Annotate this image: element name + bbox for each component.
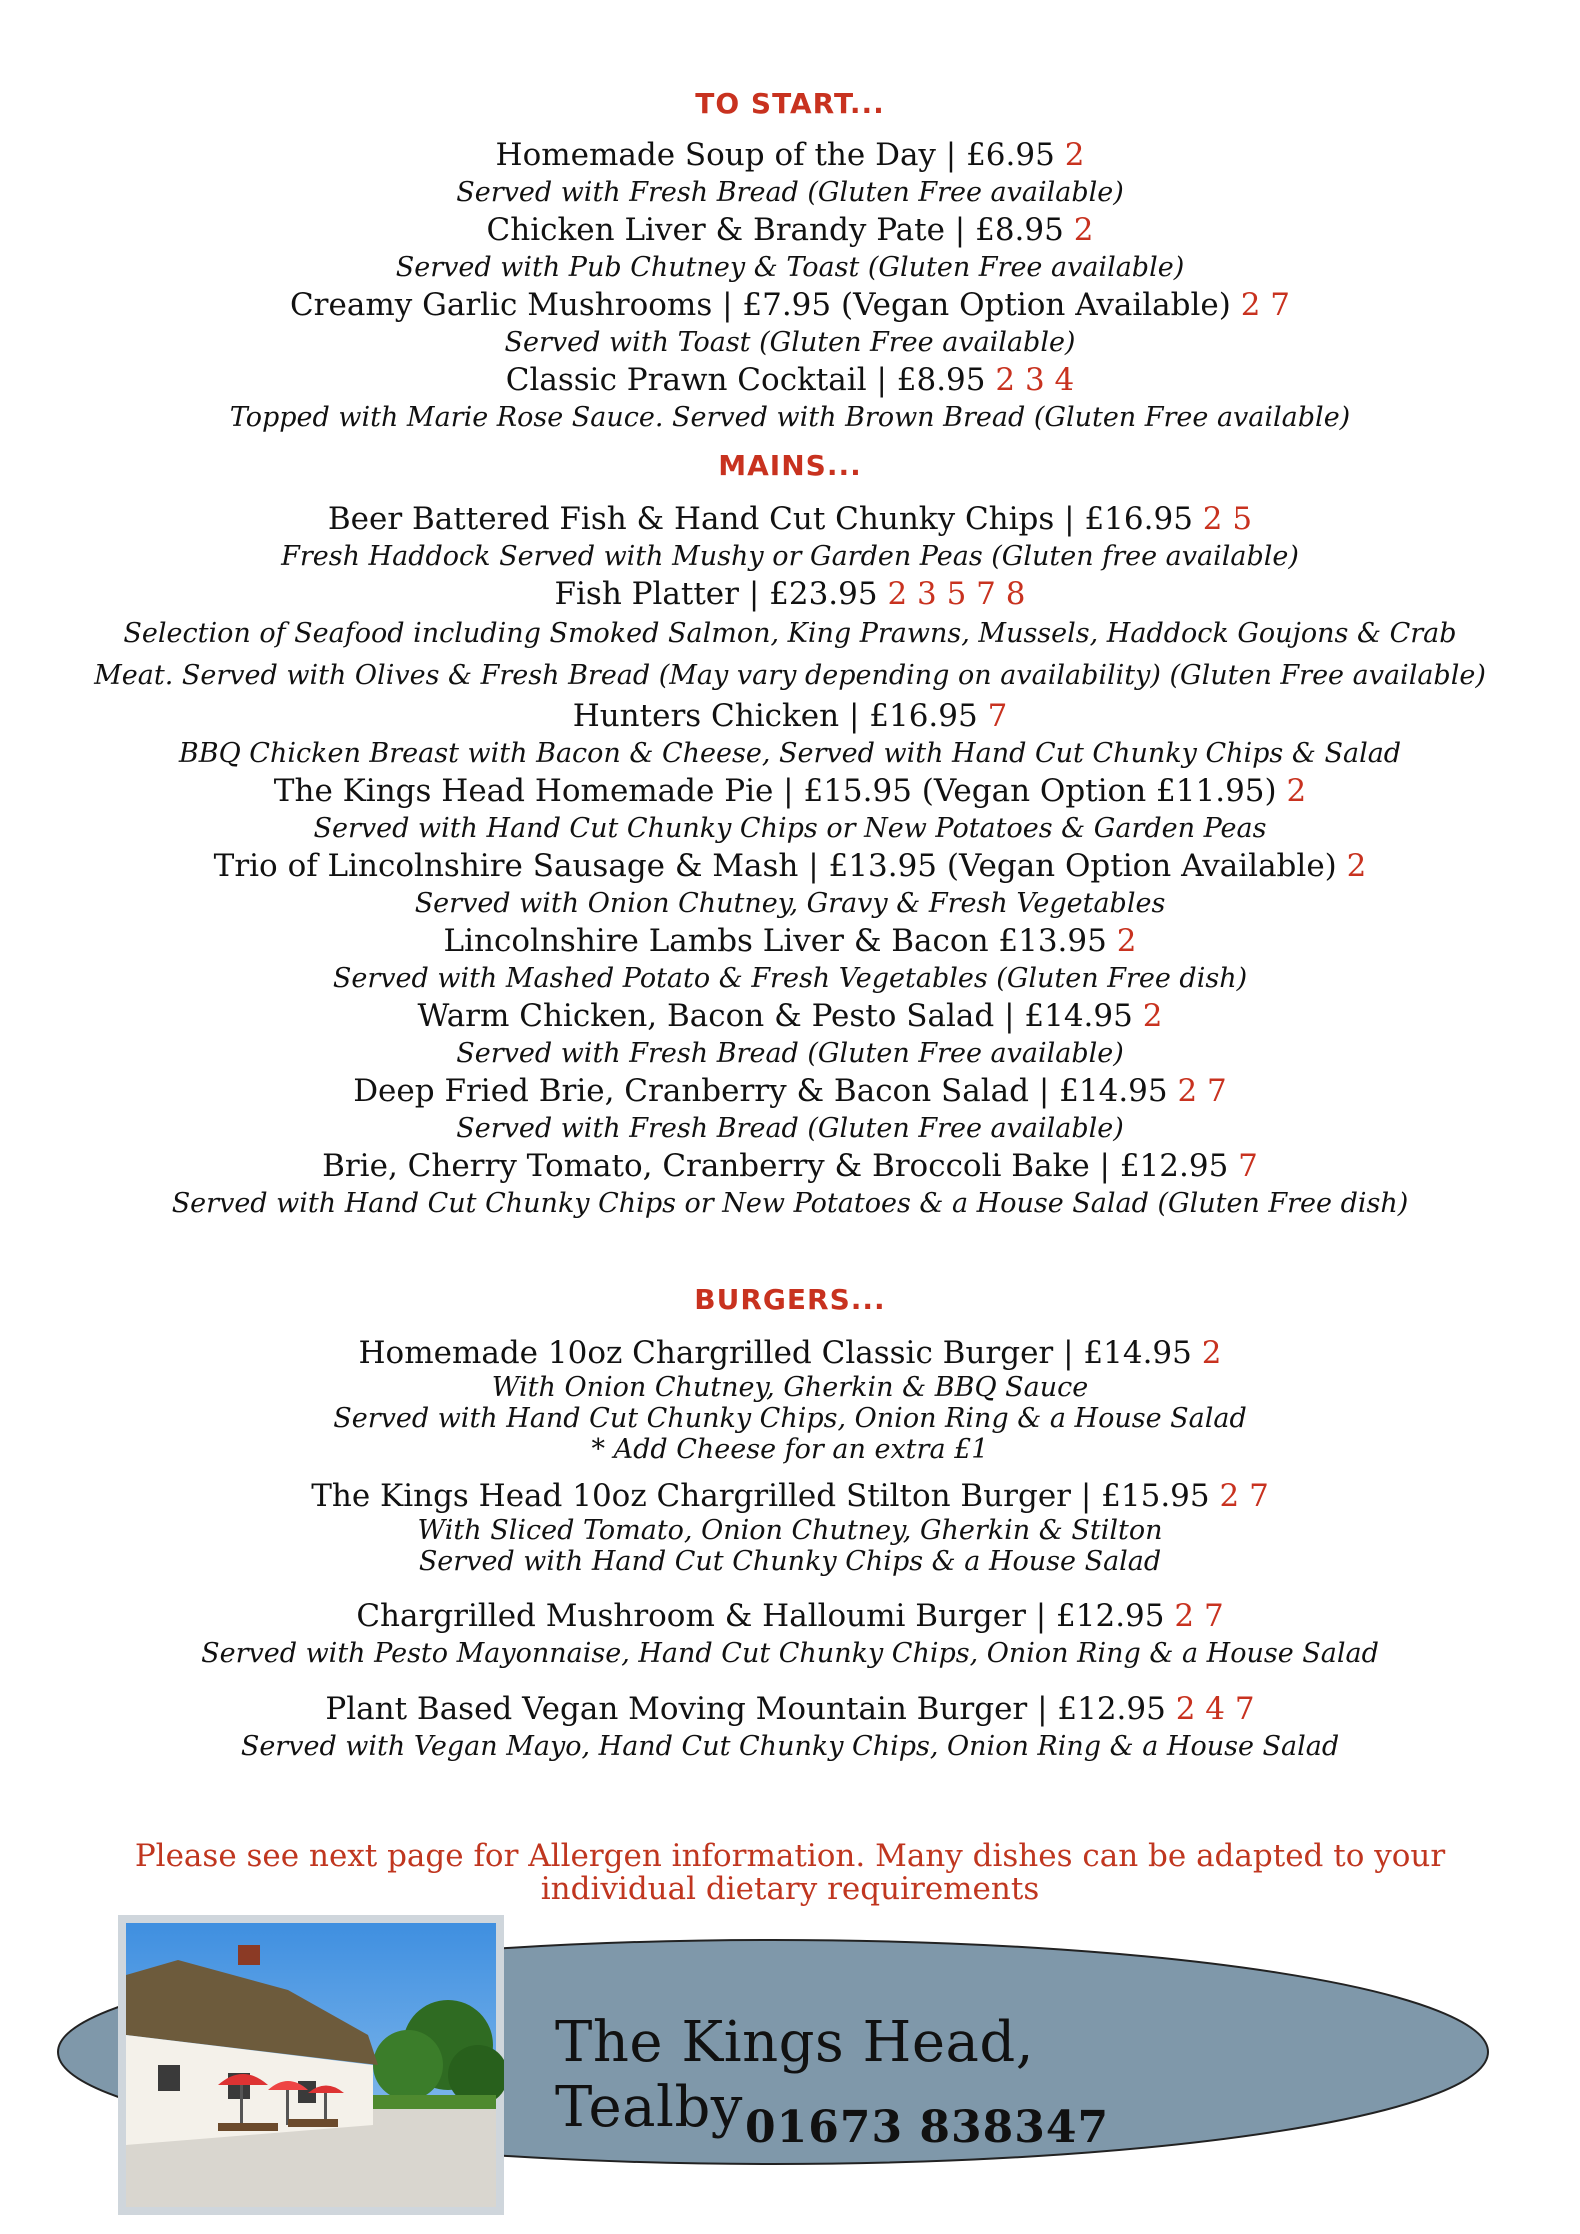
dish-description: Served with Pub Chutney & Toast (Gluten Free available) (395, 252, 1185, 283)
dish-description: Served with Hand Cut Chunky Chips or New Potatoes & a House Salad (Gluten Free dish) (171, 1188, 1409, 1219)
menu-item (0, 1597, 1580, 1672)
burgers-section (0, 1280, 1580, 1765)
menu-item (0, 1334, 1580, 1465)
menu-item (0, 211, 1580, 286)
pub-photo (118, 1915, 504, 2215)
dish-description: Served with Vegan Mayo, Hand Cut Chunky Chips, Onion Ring & a House Salad (240, 1731, 1340, 1762)
dish-description: * Add Cheese for an extra £1 (591, 1434, 989, 1465)
dish-description: Meat. Served with Olives & Fresh Bread (May vary depending on availability) (Gluten Free available) (94, 660, 1486, 691)
allergen-notice (0, 1840, 1580, 1906)
dish-description: BBQ Chicken Breast with Bacon & Cheese, Served with Hand Cut Chunky Chips & Salad (178, 738, 1402, 769)
dish-description: Served with Onion Chutney, Gravy & Fresh Vegetables (414, 888, 1166, 919)
pub-name: The Kings Head, Tealby (555, 2010, 1035, 2140)
dish-description: Fresh Haddock Served with Mushy or Garden Peas (Gluten free available) (281, 541, 1299, 572)
dish-title: Beer Battered Fish & Hand Cut Chunky Chips | £16.95 2 5 (327, 501, 1253, 537)
allergen-codes: 2 7 (1174, 1598, 1224, 1634)
menu-item (0, 575, 1580, 697)
dish-description: Served with Mashed Potato & Fresh Vegetables (Gluten Free dish) (332, 963, 1248, 994)
dish-title: Homemade 10oz Chargrilled Classic Burger | £14.95 2 (358, 1335, 1222, 1371)
dish-title: Fish Platter | £23.95 2 3 5 7 8 (554, 576, 1026, 612)
dish-title: Plant Based Vegan Moving Mountain Burger | £12.95 2 4 7 (325, 1691, 1255, 1727)
mains-section (0, 446, 1580, 1222)
dish-title: Hunters Chicken | £16.95 7 (572, 698, 1008, 734)
allergen-codes: 2 5 (1202, 501, 1253, 537)
allergen-codes: 2 (1116, 923, 1137, 959)
dish-title: Creamy Garlic Mushrooms | £7.95 (Vegan Option Available) 2 7 (289, 287, 1291, 323)
menu-item (0, 136, 1580, 211)
menu-item (0, 500, 1580, 575)
menu-item (0, 1690, 1580, 1765)
allergen-codes: 2 (1142, 998, 1163, 1034)
allergen-codes: 2 3 5 7 8 (887, 576, 1026, 612)
menu-item (0, 361, 1580, 436)
dish-description: Served with Fresh Bread (Gluten Free available) (456, 1038, 1124, 1069)
phone-number[interactable]: 01673 838347 (745, 2102, 1110, 2153)
dish-title: Trio of Lincolnshire Sausage & Mash | £13.95 (Vegan Option Available) 2 (213, 848, 1367, 884)
menu-item (0, 1477, 1580, 1577)
dish-description: Served with Hand Cut Chunky Chips & a House Salad (418, 1546, 1162, 1577)
dish-description: Served with Hand Cut Chunky Chips or New Potatoes & Garden Peas (313, 813, 1267, 844)
dish-title: Chicken Liver & Brandy Pate | £8.95 2 (486, 212, 1094, 248)
dish-title: Homemade Soup of the Day | £6.95 2 (495, 137, 1085, 173)
dish-description: Selection of Seafood including Smoked Salmon, King Prawns, Mussels, Haddock Goujons & Crab (123, 618, 1457, 649)
menu-item (0, 1147, 1580, 1222)
dish-description: Served with Toast (Gluten Free available) (504, 327, 1076, 358)
dish-title: Chargrilled Mushroom & Halloumi Burger | £12.95 2 7 (356, 1598, 1224, 1634)
menu-item (0, 922, 1580, 997)
dish-description: Served with Fresh Bread (Gluten Free available) (456, 1113, 1124, 1144)
allergen-codes: 2 (1201, 1335, 1222, 1371)
allergen-codes: 2 4 7 (1175, 1691, 1255, 1727)
dish-title: Classic Prawn Cocktail | £8.95 2 3 4 (505, 362, 1075, 398)
allergen-codes: 2 (1286, 773, 1307, 809)
menu-item (0, 1072, 1580, 1147)
allergen-notice-line: individual dietary requirements (540, 1871, 1040, 1907)
dish-title: Lincolnshire Lambs Liver & Bacon £13.95 2 (443, 923, 1137, 959)
dish-description: Topped with Marie Rose Sauce. Served with Brown Bread (Gluten Free available) (229, 402, 1351, 433)
menu-item (0, 997, 1580, 1072)
dish-title: Brie, Cherry Tomato, Cranberry & Broccoli Bake | £12.95 7 (322, 1148, 1258, 1184)
allergen-codes: 7 (987, 698, 1008, 734)
dish-description: Served with Hand Cut Chunky Chips, Onion Ring & a House Salad (333, 1403, 1247, 1434)
dish-title: Warm Chicken, Bacon & Pesto Salad | £14.95 2 (417, 998, 1163, 1034)
allergen-codes: 2 7 (1177, 1073, 1227, 1109)
dish-title: The Kings Head 10oz Chargrilled Stilton Burger | £15.95 2 7 (311, 1478, 1269, 1514)
menu-item (0, 772, 1580, 847)
dish-description: With Onion Chutney, Gherkin & BBQ Sauce (491, 1372, 1089, 1403)
allergen-codes: 7 (1238, 1148, 1258, 1184)
allergen-codes: 2 (1073, 212, 1094, 248)
dish-title: The Kings Head Homemade Pie | £15.95 (Vegan Option £11.95) 2 (273, 773, 1307, 809)
allergen-codes: 2 3 4 (995, 362, 1075, 398)
dish-description: Served with Fresh Bread (Gluten Free available) (456, 177, 1124, 208)
dish-description: With Sliced Tomato, Onion Chutney, Gherkin & Stilton (417, 1515, 1163, 1546)
menu-item (0, 847, 1580, 922)
allergen-notice-line: Please see next page for Allergen information. Many dishes can be adapted to your (134, 1838, 1446, 1874)
dish-title: Deep Fried Brie, Cranberry & Bacon Salad | £14.95 2 7 (353, 1073, 1227, 1109)
allergen-codes: 2 7 (1240, 287, 1291, 323)
menu-item (0, 286, 1580, 361)
starters-section (0, 84, 1580, 436)
allergen-codes: 2 7 (1219, 1478, 1269, 1514)
section-heading-mains: MAINS... (718, 449, 862, 482)
section-heading-starters: TO START... (695, 87, 885, 120)
allergen-codes: 2 (1346, 848, 1367, 884)
allergen-codes: 2 (1064, 137, 1085, 173)
dish-description: Served with Pesto Mayonnaise, Hand Cut Chunky Chips, Onion Ring & a House Salad (201, 1638, 1379, 1669)
section-heading-burgers: BURGERS... (694, 1283, 886, 1316)
menu-item (0, 697, 1580, 772)
